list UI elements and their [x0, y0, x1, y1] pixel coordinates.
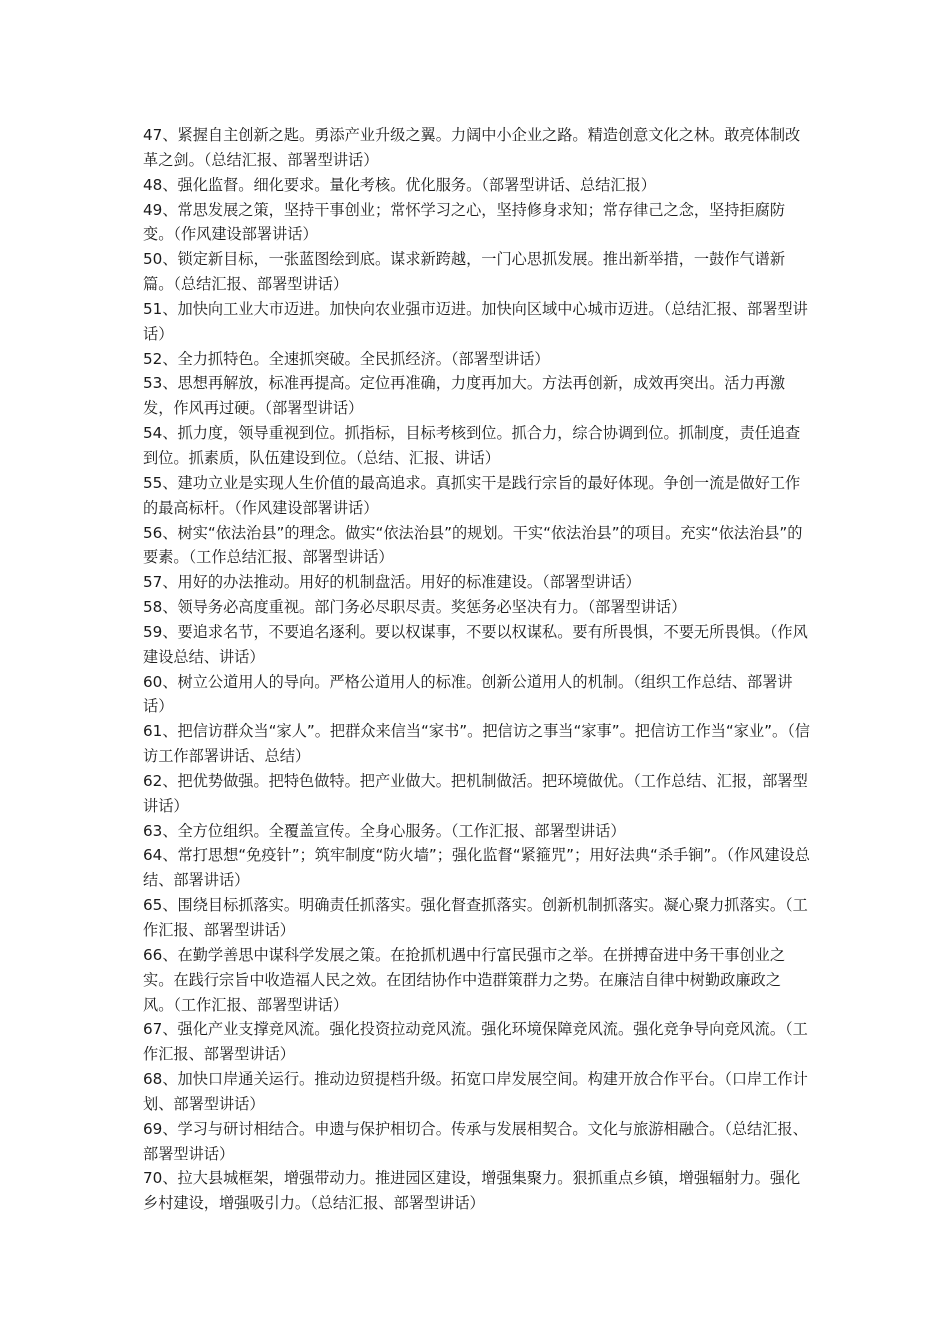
list-item: 53、思想再解放，标准再提高。定位再准确，力度再加大。方法再创新，成效再突出。活力再激发，作风再过硬。（部署型讲话） — [143, 374, 786, 418]
list-item: 65、围绕目标抓落实。明确责任抓落实。强化督查抓落实。创新机制抓落实。凝心聚力抓落实。（工作汇报、部署型讲话） — [143, 896, 808, 939]
list-item: 70、拉大县城框架，增强带动力。推进园区建设，增强集聚力。狠抓重点乡镇，增强辐射力。强化乡村建设，增强吸引力。（总结汇报、部署型讲话） — [143, 1169, 801, 1213]
list-item: 60、树立公道用人的导向。严格公道用人的标准。创新公道用人的机制。（组织工作总结、部署讲话） — [143, 672, 793, 716]
list-item: 52、全力抓特色。全速抓突破。全民抓经济。（部署型讲话） — [143, 349, 550, 368]
list-item: 66、在勤学善思中谋科学发展之策。在抢抓机遇中行富民强市之举。在拼搏奋进中务干事创业之实。在践行宗旨中收造福人民之效。在团结协作中造群策群力之势。在廉洁自律中树勤政廉政之风。（工作汇报、部署型讲话） — [143, 945, 786, 1014]
list-item: 58、领导务必高度重视。部门务必尽职尽责。奖惩务必坚决有力。（部署型讲话） — [143, 598, 687, 617]
list-item: 68、加快口岸通关运行。推动边贸提档升级。拓宽口岸发展空间。构建开放合作平台。（口岸工作计划、部署型讲话） — [143, 1070, 808, 1113]
list-item: 61、把信访群众当“家人”。把群众来信当“家书”。把信访之事当“家事”。把信访工作当“家业”。（信访工作部署讲话、总结） — [143, 722, 810, 766]
list-item: 64、常打思想“免疫针”；筑牢制度“防火墙”；强化监督“紧箍咒”；用好法典“杀手锏”。（作风建设总结、部署讲话） — [143, 846, 810, 890]
list-item: 57、用好的办法推动。用好的机制盘活。用好的标准建设。（部署型讲话） — [143, 573, 641, 592]
list-item: 63、全方位组织。全覆盖宣传。全身心服务。（工作汇报、部署型讲话） — [143, 821, 626, 840]
list-item: 67、强化产业支撑竞风流。强化投资拉动竞风流。强化环境保障竞风流。强化竞争导向竞风流。（工作汇报、部署型讲话） — [143, 1020, 808, 1064]
list-item: 55、建功立业是实现人生价值的最高追求。真抓实干是践行宗旨的最好体现。争创一流是做好工作的最高标杆。（作风建设部署讲话） — [143, 473, 801, 517]
list-item: 50、锁定新目标，一张蓝图绘到底。谋求新跨越，一门心思抓发展。推出新举措，一鼓作气谱新篇。（总结汇报、部署型讲话） — [143, 250, 786, 294]
list-item: 69、学习与研讨相结合。申遗与保护相切合。传承与发展相契合。文化与旅游相融合。（总结汇报、部署型讲话） — [143, 1119, 808, 1163]
list-item: 59、要追求名节，不要追名逐利。要以权谋事，不要以权谋私。要有所畏惧，不要无所畏惧。（作风建设总结、讲话） — [143, 622, 808, 666]
list-item: 56、树实“依法治县”的理念。做实“依法治县”的规划。干实“依法治县”的项目。充实“依法治县”的要素。（工作总结汇报、部署型讲话） — [143, 523, 803, 567]
document-body — [143, 123, 811, 1216]
list-item: 51、加快向工业大市迈进。加快向农业强市迈进。加快向区域中心城市迈进。（总结汇报、部署型讲话） — [143, 299, 808, 343]
list-item: 48、强化监督。细化要求。量化考核。优化服务。（部署型讲话、总结汇报） — [143, 175, 656, 194]
list-item: 62、把优势做强。把特色做特。把产业做大。把机制做活。把环境做优。（工作总结、汇报，部署型讲话） — [143, 771, 808, 815]
list-item: 49、常思发展之策，坚持干事创业；常怀学习之心，坚持修身求知；常存律己之念，坚持拒腐防变。（作风建设部署讲话） — [143, 200, 786, 244]
list-item: 47、紧握自主创新之匙。勇添产业升级之翼。力阔中小企业之路。精造创意文化之林。敢亮体制改革之剑。（总结汇报、部署型讲话） — [143, 126, 801, 169]
list-item: 54、抓力度，领导重视到位。抓指标，目标考核到位。抓合力，综合协调到位。抓制度，责任追查到位。抓素质，队伍建设到位。（总结、汇报、讲话） — [143, 424, 801, 467]
